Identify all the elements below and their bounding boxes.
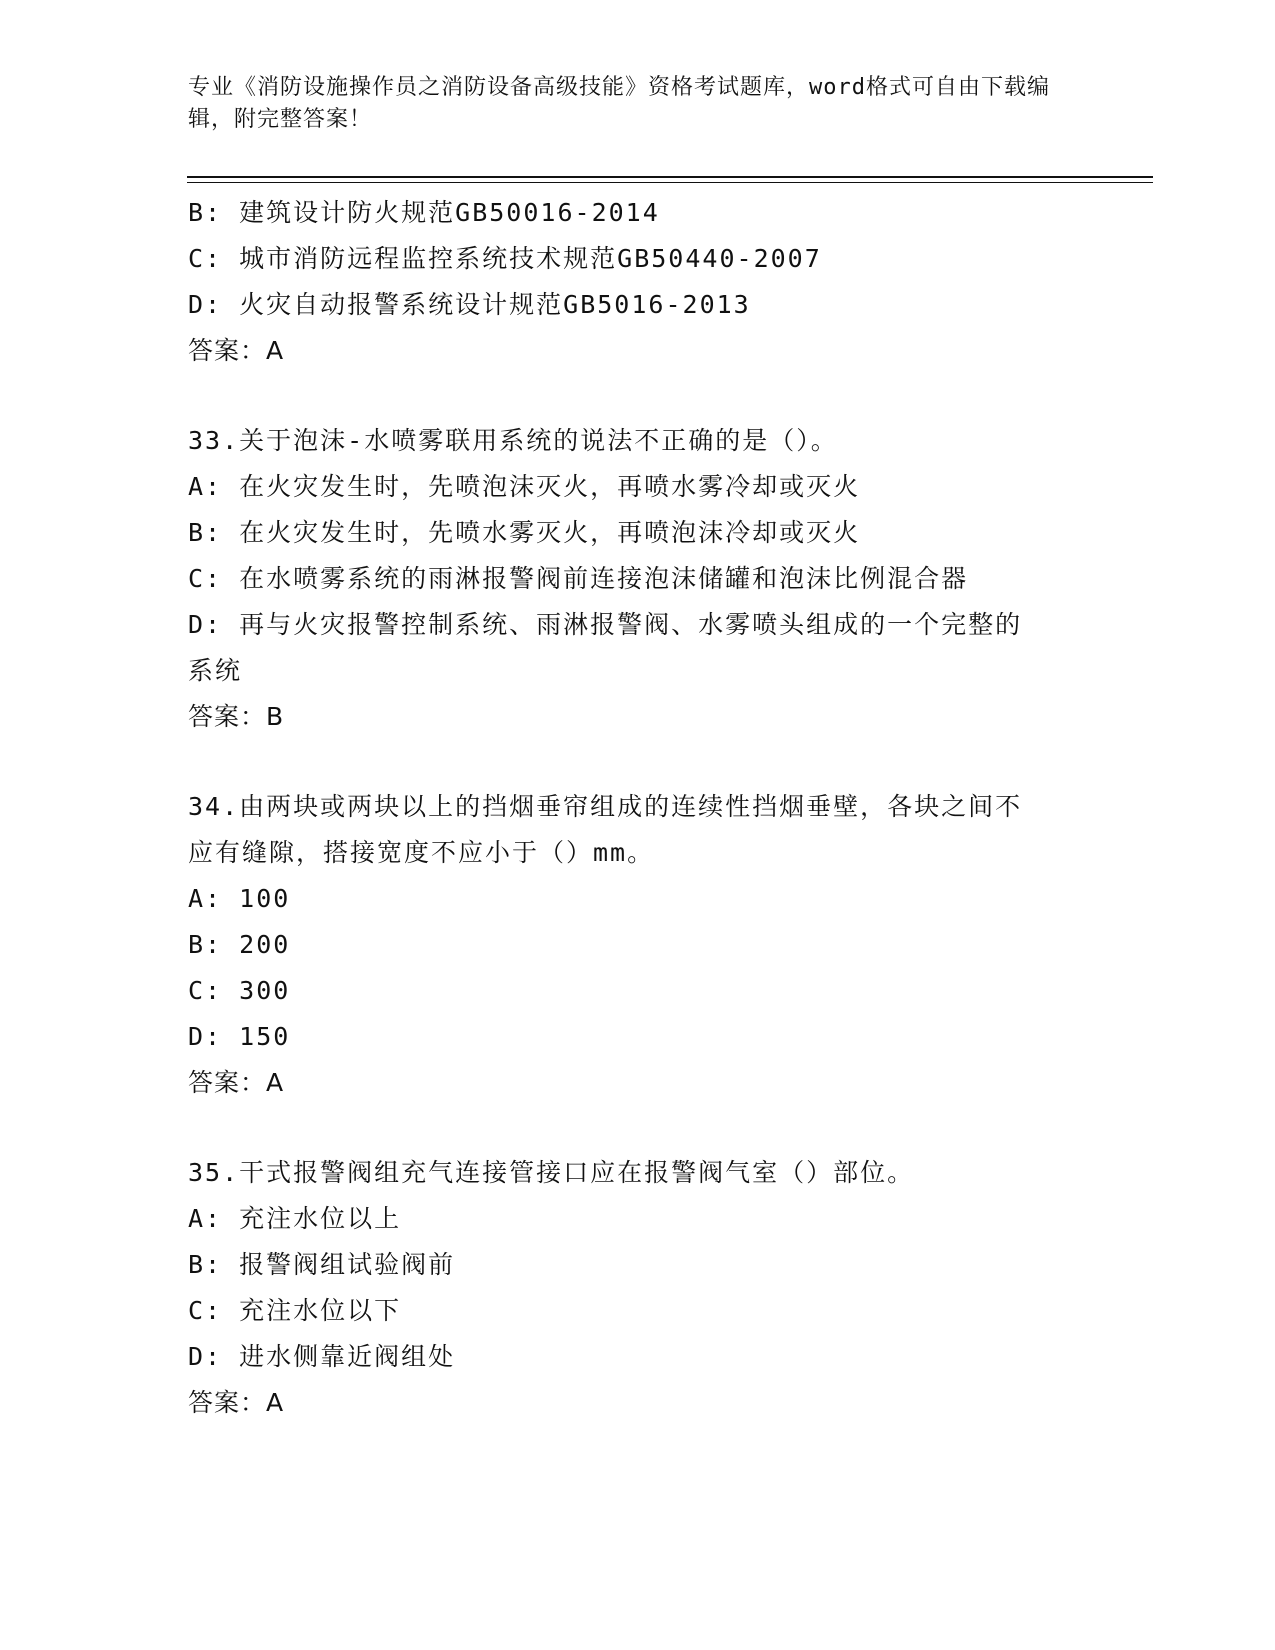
question-32 xyxy=(188,190,1088,374)
option-b: B: 建筑设计防火规范GB50016-2014 xyxy=(188,198,660,227)
question-34 xyxy=(188,784,1088,1106)
answer: 答案：A xyxy=(188,1388,285,1417)
option-c: C: 300 xyxy=(188,976,291,1005)
option-c: C: 在水喷雾系统的雨淋报警阀前连接泡沫储罐和泡沫比例混合器 xyxy=(188,564,969,593)
option-b: B: 200 xyxy=(188,930,291,959)
option-a: A: 在火灾发生时，先喷泡沫灭火，再喷水雾冷却或灭火 xyxy=(188,472,861,501)
header-divider-thick xyxy=(187,176,1153,178)
question-stem-line-2: 应有缝隙，搭接宽度不应小于（）mm。 xyxy=(188,838,655,867)
question-35 xyxy=(188,1150,1088,1426)
answer: 答案：A xyxy=(188,1068,285,1097)
option-b: B: 报警阀组试验阀前 xyxy=(188,1250,456,1279)
header-divider-thin xyxy=(187,182,1153,183)
page-header: 专业《消防设施操作员之消防设备高级技能》资格考试题库，word格式可自由下载编辑，附完整答案！ xyxy=(188,75,1050,132)
option-a: A: 充注水位以上 xyxy=(188,1204,402,1233)
answer: 答案：A xyxy=(188,336,285,365)
option-c: C: 城市消防远程监控系统技术规范GB50440-2007 xyxy=(188,244,822,273)
option-d-line-2: 系统 xyxy=(188,656,243,685)
option-d-line-1: D: 再与火灾报警控制系统、雨淋报警阀、水雾喷头组成的一个完整的 xyxy=(188,610,1023,639)
option-c: C: 充注水位以下 xyxy=(188,1296,402,1325)
option-b: B: 在火灾发生时，先喷水雾灭火，再喷泡沫冷却或灭火 xyxy=(188,518,861,547)
option-d: D: 进水侧靠近阀组处 xyxy=(188,1342,456,1371)
option-a: A: 100 xyxy=(188,884,291,913)
question-stem-line-1: 34.由两块或两块以上的挡烟垂帘组成的连续性挡烟垂壁，各块之间不 xyxy=(188,792,1023,821)
option-d: D: 150 xyxy=(188,1022,291,1051)
answer: 答案：B xyxy=(188,702,285,731)
question-stem: 33.关于泡沫-水喷雾联用系统的说法不正确的是（）。 xyxy=(188,426,838,455)
question-stem: 35.干式报警阀组充气连接管接口应在报警阀气室（）部位。 xyxy=(188,1158,915,1187)
question-list xyxy=(188,190,1088,1426)
question-33 xyxy=(188,418,1088,740)
option-d: D: 火灾自动报警系统设计规范GB5016-2013 xyxy=(188,290,751,319)
